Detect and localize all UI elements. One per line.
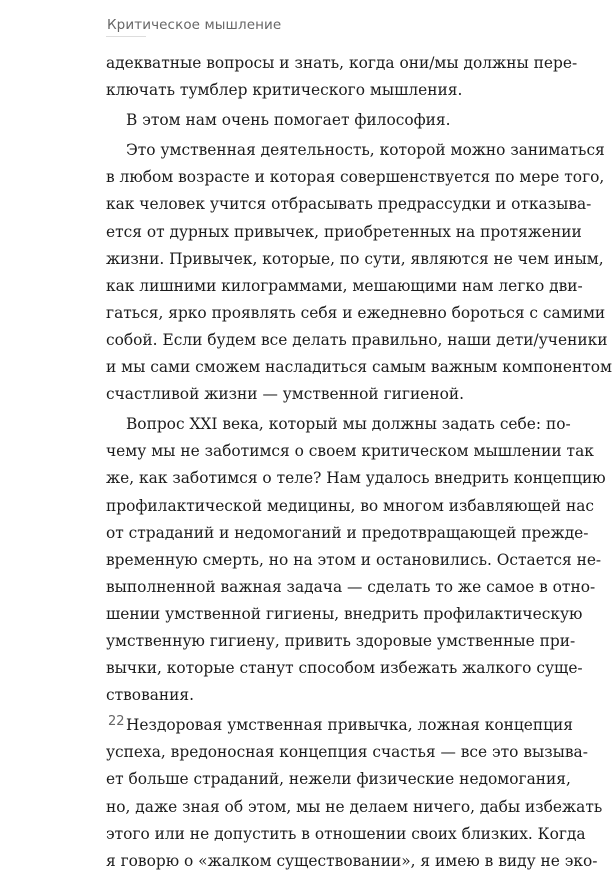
text-line: вычки, которые станут способом избежать жалкого суще- <box>106 659 583 678</box>
text-line: я говорю о «жалком существовании», я имею в виду не эко- <box>106 851 598 870</box>
text-line: счастливой жизни — умственной гигиеной. <box>106 385 465 404</box>
text-line: в любом возрасте и которая совершенствуется по мере того, <box>106 168 605 187</box>
text-line: Нездоровая умственная привычка, ложная концепция <box>126 716 573 735</box>
text-line: ет больше страданий, нежели физические недомогания, <box>106 770 571 789</box>
text-line: успеха, вредоносная концепция счастья — все это вызыва- <box>106 743 588 762</box>
text-line: как лишними килограммами, мешающими нам легко дви- <box>106 276 583 295</box>
page-body <box>106 50 612 875</box>
running-head: Критическое мышление <box>107 17 282 33</box>
text-line: этого или не допустить в отношении своих близких. Когда <box>106 824 586 843</box>
text-line: чему мы не заботимся о своем критическом мышлении так <box>106 442 594 461</box>
text-line: профилактической медицины, во многом избавляющей нас <box>106 496 594 515</box>
text-line: гаться, ярко проявлять себя и ежедневно бороться с самими <box>106 303 606 322</box>
page-number: 22 <box>108 714 125 729</box>
text-line: адекватные вопросы и знать, когда они/мы должны пере- <box>106 54 578 72</box>
text-line: ключать тумблер критического мышления. <box>106 81 463 100</box>
text-line: умственную гигиену, привить здоровые умственные при- <box>106 631 576 650</box>
text-line: же, как заботимся о теле? Нам удалось внедрить концепцию <box>106 469 606 488</box>
text-line: как человек учится отбрасывать предрассудки и отказыва- <box>106 195 592 214</box>
text-line: шении умственной гигиены, внедрить профилактическую <box>106 604 583 623</box>
text-line: собой. Если будем все делать правильно, наши дети/ученики <box>106 330 608 349</box>
text-line: В этом нам очень помогает философия. <box>126 111 451 130</box>
text-line: от страданий и недомоганий и предотвращающей прежде- <box>106 523 589 542</box>
text-line: но, даже зная об этом, мы не делаем ничего, дабы избежать <box>106 797 603 816</box>
text-line: и мы сами сможем насладиться самым важным компонентом <box>106 358 612 377</box>
text-line: ствования. <box>106 686 195 705</box>
text-line: жизни. Привычек, которые, по сути, являются не чем иным, <box>106 249 604 268</box>
running-head-rule <box>106 36 146 37</box>
text-line: Вопрос XXI века, который мы должны задать себе: по- <box>126 415 571 434</box>
text-line: ется от дурных привычек, приобретенных на протяжении <box>106 222 582 241</box>
text-line: выполненной важная задача — сделать то же самое в отно- <box>106 577 596 596</box>
text-line: временную смерть, но на этом и остановились. Остается не- <box>106 550 602 569</box>
text-line: Это умственная деятельность, которой можно заниматься <box>126 141 605 160</box>
